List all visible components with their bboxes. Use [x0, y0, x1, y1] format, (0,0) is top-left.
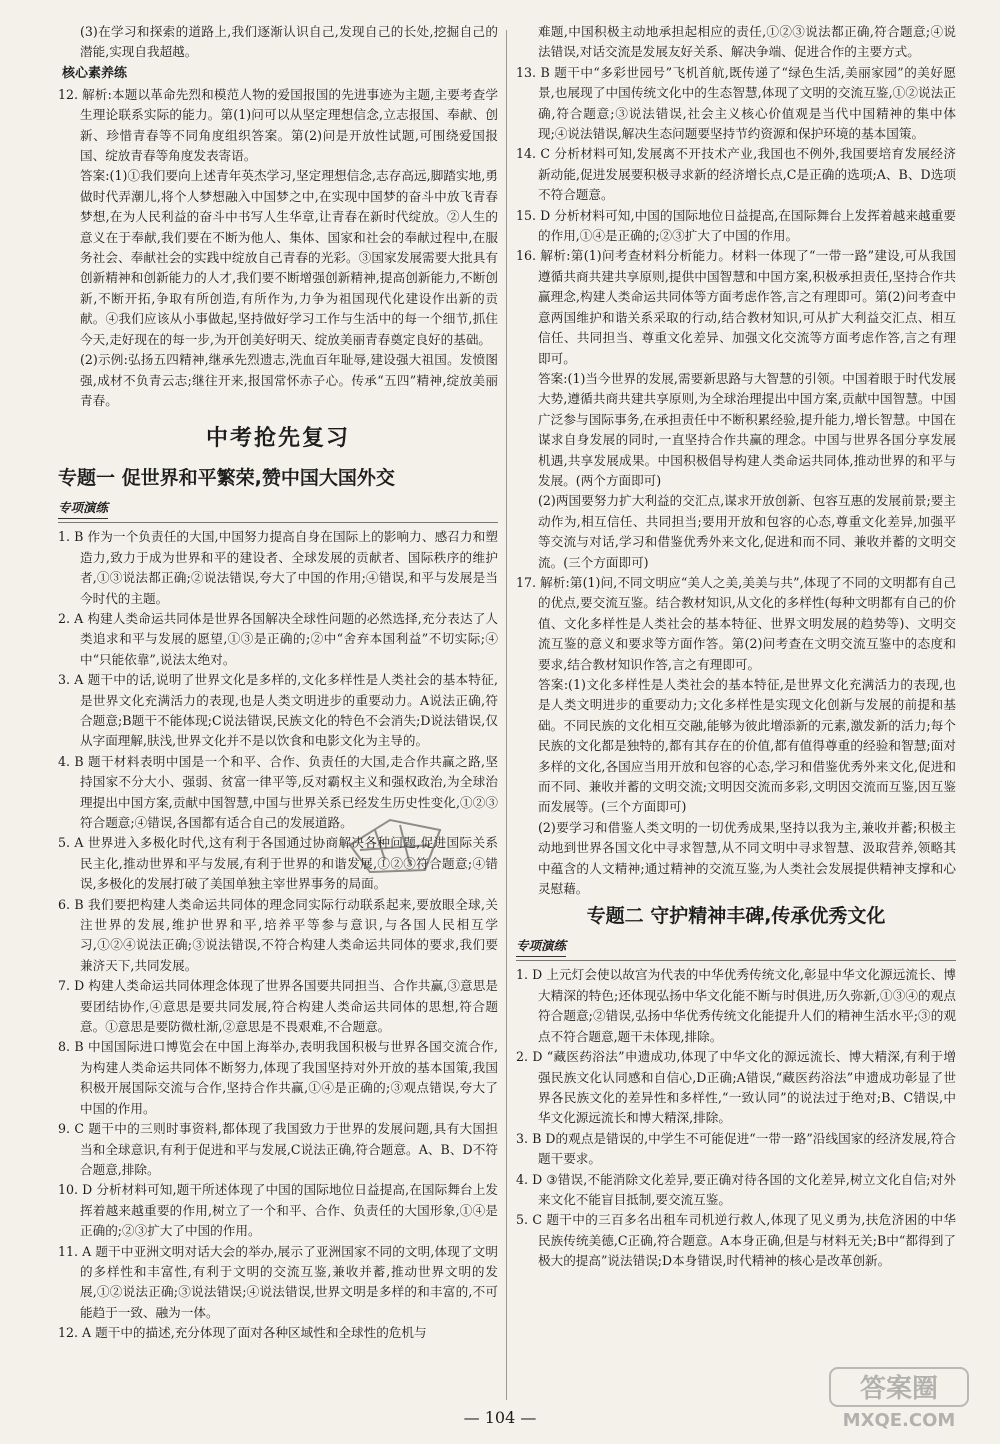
section-tag-row — [516, 935, 956, 961]
watermark-logo-icon — [824, 1364, 974, 1432]
answer-paragraph: 3. A 题干中的话,说明了世界文化是多样的,文化多样性是人类社会的基本特征,是世界文化充满活力的表现,也是人类文明进步的重要动力。A说法正确,符合题意;B题干不能体现;C说法错误,民族文化的特色不会消失;D说法错误,仅从字面理解,肤浅,世界文化并不是以饮食和电影文化为主导的。 — [58, 672, 498, 749]
answer-paragraph: 2. D “藏医药浴法”申遗成功,体现了中华文化的源远流长、博大精深,有利于增强民族文化认同感和自信心,D正确;A错误,“藏医药浴法”申遗成功彰显了世界各民族文化的差异性和多样性,“一致认同”的说法过于绝对;B、C错误,中华文化源远流长和博大精深,排除。 — [516, 1049, 956, 1126]
answer-paragraph: 14. C 分析材料可知,发展离不开技术产业,我国也不例外,我国要培育发展经济新动能,促进发展要积极寻求新的经济增长点,C是正确的选项;A、B、D选项不符合题意。 — [516, 146, 956, 203]
answer-paragraph: 1. B 作为一个负责任的大国,中国努力提高自身在国际上的影响力、感召力和塑造力,致力于成为世界和平的建设者、全球发展的贡献者、国际秩序的维护者,①③说法都正确;②说法错误,夸大了中国的作用;④错误,和平与发展是当今时代的主题。 — [58, 529, 498, 606]
answer-paragraph: 2. A 构建人类命运共同体是世界各国解决全球性问题的必然选择,充分表达了人类追求和平与发展的愿望,①③是正确的;②中“舍弃本国利益”不切实际;④中“只能依靠”,说法太绝对。 — [58, 610, 498, 667]
answer-paragraph: 1. D 上元灯会使以故宫为代表的中华优秀传统文化,彰显中华文化源远流长、博大精深的特色;还体现弘扬中华文化能不断与时俱进,历久弥新,①③④的观点符合题意;②错误,弘扬中华优秀传统文化能提升人们的精神生活水平;③的观点不符合题意,题干未体现,排除。 — [516, 967, 956, 1044]
chapter-title: 中考抢先复习 — [205, 426, 350, 452]
section-heading: 核心素养练 — [62, 65, 128, 81]
answer-paragraph: (3)在学习和探索的道路上,我们逐渐认识自己,发现自己的长处,挖掘自己的潜能,实现自我超越。 — [80, 24, 498, 60]
answer-paragraph: 12. A 题干中的描述,充分体现了面对各种区域性和全球性的危机与 — [58, 1325, 427, 1341]
answer-paragraph: 16. 解析:第(1)问考查材料分析能力。材料一体现了“一带一路”建设,可从我国遵循共商共建共享原则,提供中国智慧和中国方案,积极承担责任,坚持合作共赢理念,构建人类命运共同体等方面考虑作答,言之有理即可。第(2)问考查中意两国维护和谐关系采取的行动,结合教材知识,可从扩大利益交汇点、相互信任、共同担当、尊重文化差异、加强文化交流等方面考虑作答,言之有理即可。 — [516, 248, 956, 366]
answer-paragraph: 17. 解析:第(1)问,不同文明应“美人之美,美美与共”,体现了不同的文明都有自己的优点,要交流互鉴。结合教材知识,从文化的多样性(每种文明都有自己的价值、文化多样性是人类社会的基本特征、世界文明发展的趋势等)、文明交流互鉴的意义和要求等方面作答。第(2)问考查在文明交流互鉴中的态度和要求,结合教材知识作答,言之有理即可。 — [516, 574, 956, 672]
practice-tag: 专项演练 — [58, 498, 108, 519]
page-number: — 104 — — [463, 1408, 537, 1427]
svg-text:MXQE.COM: MXQE.COM — [842, 1410, 956, 1431]
answer-paragraph: 6. B 我们要把构建人类命运共同体的理念同实际行动联系起来,要放眼全球,关注世界的发展,维护世界和平,培养平等参与意识,与各国人民相互学习,①②④说法正确;③说法错误,不符合构建人类命运共同体的要求,我们要兼济天下,共同发展。 — [58, 896, 498, 973]
practice-tag: 专项演练 — [516, 936, 566, 957]
answer-paragraph: 12. 解析:本题以革命先烈和模范人物的爱国报国的先进事迹为主题,主要考查学生理论联系实际的能力。第(1)问可以从坚定理想信念,立志报国、奉献、创新、珍惜青春等不同角度组织答案。第(2)问是开放性试题,可围绕爱国报国、绽放青春等角度发表寄语。 — [58, 86, 498, 164]
column-divider — [506, 30, 507, 1400]
answer-paragraph: 5. A 世界进入多极化时代,这有利于各国通过协商解决各种问题,促进国际关系民主化,推动世界和平与发展,有利于世界的和谐发展,①②③符合题意;④错误,多极化的发展打破了美国单独主宰世界事务的局面。 — [58, 835, 498, 892]
answer-paragraph: (2)两国要努力扩大利益的交汇点,谋求开放创新、包容互惠的发展前景;要主动作为,相互信任、共同担当;要用开放和包容的心态,尊重文化差异,加强平等交流与对话,学习和借鉴优秀外来文化,促进和而不同、兼收并蓄的文明交流。(三个方面即可) — [538, 493, 956, 570]
answer-paragraph: 11. A 题干中亚洲文明对话大会的举办,展示了亚洲国家不同的文明,体现了文明的多样性和丰富性,有利于文明的交流互鉴,兼收并蓄,推动世界文明的发展,①②说法正确;③说法错误;④说法错误,世界文明是多样的和丰富的,不可能趋于一致、融为一体。 — [58, 1243, 498, 1320]
left-column — [58, 22, 498, 1344]
answer-paragraph: 答案:(1)当今世界的发展,需要新思路与大智慧的引领。中国着眼于时代发展大势,遵循共商共建共享原则,为全球治理提出中国方案,贡献中国智慧。中国广泛参与国际事务,在承担责任中不断积累经验,提升能力,增长智慧。中国在谋求自身发展的同时,一直坚持合作共赢的理念。中国与世界各国分享发展机遇,共享发展成果。中国积极倡导构建人类命运共同体,推动世界的和平与发展。(两个方面即可) — [538, 370, 956, 488]
section-tag-row — [58, 497, 498, 523]
answer-paragraph: 15. D 分析材料可知,中国的国际地位日益提高,在国际舞台上发挥着越来越重要的作用,①④是正确的;②③扩大了中国的作用。 — [516, 207, 956, 244]
answer-paragraph: 9. C 题干中的三则时事资料,都体现了我国致力于世界的发展问题,具有大国担当和全球意识,有利于促进和平与发展,C说法正确,符合题意。A、B、D不符合题意,排除。 — [58, 1121, 498, 1177]
answer-paragraph: 5. C 题干中的三百多名出租车司机逆行救人,体现了见义勇为,扶危济困的中华民族传统美德,C正确,符合题意。A本身正确,但是与材料无关;B中“都得到了极大的提高”说法错误;D本身错误,时代精神的核心是改革创新。 — [516, 1212, 956, 1269]
right-column — [516, 22, 956, 1272]
answer-paragraph: (2)示例:弘扬五四精神,继承先烈遗志,洗血百年耻辱,建设强大祖国。发愤图强,成材不负青云志;继往开来,报国常怀赤子心。传承“五四”精神,绽放美丽青春。 — [80, 352, 498, 408]
answer-paragraph: 4. B 题干材料表明中国是一个和平、合作、负责任的大国,走合作共赢之路,坚持国家不分大小、强弱、贫富一律平等,反对霸权主义和强权政治,为全球治理提出中国方案,贡献中国智慧,中国与世界关系已经发生历史性变化,①②③符合题意;④错误,各国都有适合自己的发展道路。 — [58, 753, 498, 830]
answer-paragraph: 答案:(1)文化多样性是人类社会的基本特征,是世界文化充满活力的表现,也是人类文明进步的重要动力;文化多样性是实现文化创新与发展的前提和基础。不同民族的文化相互交融,能够为彼此增添新的元素,激发新的活力;每个民族的文化都是独特的,都有其存在的价值,都有值得尊重的经验和智慧;面对多样的文化,各国应当用开放和包容的心态,学习和借鉴优秀外来文化,促进和而不同、兼收并蓄的文明交流;文明因交流而多彩,文明因交流而互鉴,因互鉴而发展等。(三个方面即可) — [538, 677, 956, 815]
answer-paragraph: 3. B D的观点是错误的,中学生不可能促进“一带一路”沿线国家的经济发展,符合题干要求。 — [516, 1130, 956, 1167]
answer-paragraph: 答案:(1)①我们要向上述青年英杰学习,坚定理想信念,志存高远,脚踏实地,勇做时代弄潮儿,将个人梦想融入中国梦之中,在实现中国梦的奋斗中放飞青春梦想,在为人民利益的奋斗中书写人生华章,让青春在新时代绽放。②人生的意义在于奉献,我们要在不断为他人、集体、国家和社会的奉献过程中,在服务社会、奉献社会的实践中绽放自己青春的光彩。③国家发展需要大批具有创新精神和创新能力的人才,我们要不断增强创新精神,提高创新能力,不断创新,不断开拓,争取有所创造,有所作为,力争为祖国现代化建设作出新的贡献。④我们应该从小事做起,坚持做好学习工作与生活中的每一个细节,抓住今天,走好现在的每一步,为开创美好明天、绽放美丽青春奠定良好的基础。 — [80, 168, 498, 347]
svg-text:答案圈: 答案圈 — [859, 1374, 939, 1404]
ink-stamp-icon — [330, 800, 470, 880]
answer-paragraph: 10. D 分析材料可知,题干所述体现了中国的国际地位日益提高,在国际舞台上发挥着越来越重要的作用,树立了一个和平、合作、负责任的大国形象,①④是正确的;②③扩大了中国的作用。 — [58, 1182, 498, 1239]
answer-paragraph: 难题,中国积极主动地承担起相应的责任,①②③说法都正确,符合题意;④说法错误,对话交流是发展友好关系、解决争端、促进合作的主要方式。 — [538, 24, 956, 60]
answer-paragraph: 13. B 题干中“多彩世园号”飞机首航,既传递了“绿色生活,美丽家园”的美好愿景,也展现了中国传统文化中的生态智慧,体现了文明的交流互鉴,①②说法正确,符合题意;③说法错误,社会主义核心价值观是当代中国精神的集中体现;④说法错误,解决生态问题要坚持节约资源和保护环境的基本国策。 — [516, 64, 956, 142]
answer-paragraph: 8. B 中国国际进口博览会在中国上海举办,表明我国积极与世界各国交流合作,为构建人类命运共同体不断努力,体现了我国坚持对外开放的基本国策,我国积极开展国际交流与合作,坚持合作共赢,①④是正确的;③观点错误,夸大了中国的作用。 — [58, 1039, 498, 1116]
answer-paragraph: 4. D ③错误,不能消除文化差异,要正确对待各国的文化差异,树立文化自信;对外来文化不能盲目抵制,要交流互鉴。 — [516, 1171, 956, 1207]
answer-paragraph: 7. D 构建人类命运共同体理念体现了世界各国要共同担当、合作共赢,③意思是要团结协作,④意思是要共同发展,符合构建人类命运共同体的思想,符合题意。①意思是要防微杜渐,②意思是不畏艰难,不合题意。 — [58, 978, 498, 1035]
topic-heading: 专题二 守护精神丰碑,传承优秀文化 — [586, 905, 886, 928]
answer-paragraph: (2)要学习和借鉴人类文明的一切优秀成果,坚持以我为主,兼收并蓄;积极主动地到世界各国文化中寻求智慧,从不同文明中寻求智慧、汲取营养,领略其中蕴含的人文精神;通过精神的交流互鉴,为人类社会发展提供精神支撑和心灵慰藉。 — [538, 819, 956, 897]
topic-heading: 专题一 促世界和平繁荣,赞中国大国外交 — [58, 467, 395, 490]
